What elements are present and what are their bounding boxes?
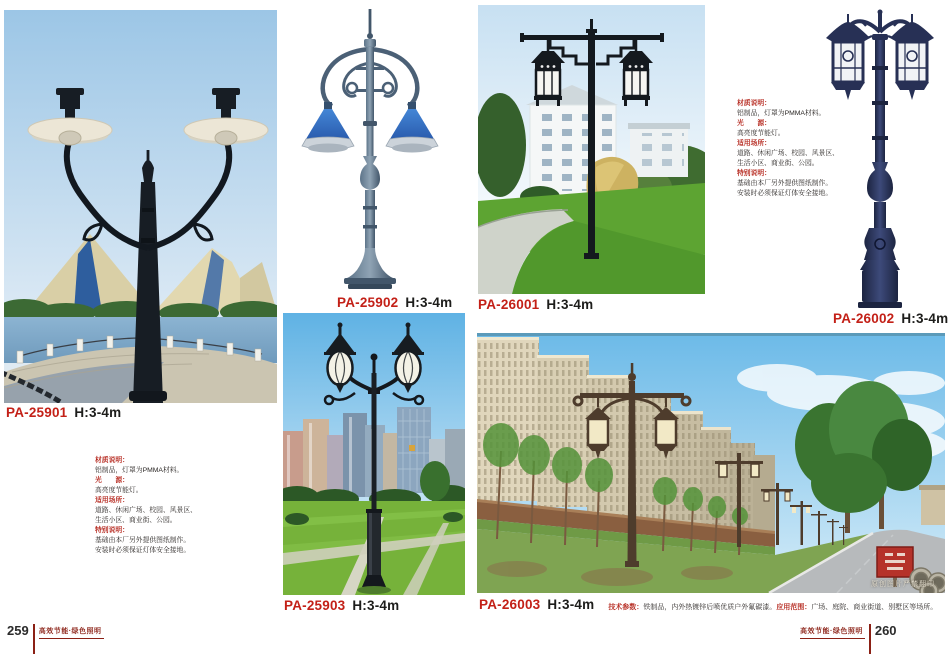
spec-light-text: 高亮度节能灯。 bbox=[95, 487, 143, 494]
product-code-pa25903: PA-25903 bbox=[284, 598, 346, 613]
spec-light-label: 光 源： bbox=[737, 120, 771, 127]
spec-place-label: 适用场所： bbox=[737, 140, 771, 147]
photo-pa26001-garden-lamp bbox=[478, 5, 705, 294]
lamp-scene-pa25901 bbox=[4, 10, 277, 403]
spec-special-line1: 基础由本厂另外提供图纸制作。 bbox=[95, 537, 191, 544]
product-size-pa25902: H:3-4m bbox=[405, 295, 453, 310]
footer-slogan-left: 高效节能·绿色照明 bbox=[39, 625, 104, 639]
spec-place-line2: 生活小区、商业街、公园。 bbox=[737, 160, 819, 167]
footer-slogan-right: 高效节能·绿色照明 bbox=[800, 625, 865, 639]
spec-place-line1: 道路、休闲广场、校园、风景区、 bbox=[737, 150, 839, 157]
spec-material-label: 材质说明： bbox=[737, 100, 771, 107]
product-size-pa25903: H:3-4m bbox=[352, 598, 400, 613]
spec-light-label: 光 源： bbox=[95, 477, 129, 484]
product-code-pa25901: PA-25901 bbox=[6, 405, 68, 420]
note-tech-label: 技术参数： bbox=[608, 604, 644, 611]
spec-special-label: 特别说明： bbox=[95, 527, 129, 534]
note-tech-text: 铁制品，内外热镀锌后喷优质户外氟碳漆。 bbox=[643, 604, 777, 611]
footer-divider-left bbox=[33, 624, 35, 654]
spec-place-label: 适用场所： bbox=[95, 497, 129, 504]
product-label-pa25903 bbox=[284, 598, 399, 613]
spec-block-left bbox=[95, 456, 197, 556]
product-size-pa25901: H:3-4m bbox=[74, 405, 122, 420]
product-label-pa26002 bbox=[833, 311, 948, 326]
product-code-pa26003: PA-26003 bbox=[479, 597, 541, 612]
spec-place-line1: 道路、休闲广场、校园、风景区、 bbox=[95, 507, 197, 514]
spec-special-line2: 安装时必须保证灯体安全接地。 bbox=[95, 547, 191, 554]
product-image-pa25902 bbox=[300, 5, 440, 293]
product-label-pa25901 bbox=[6, 405, 121, 420]
product-code-pa26002: PA-26002 bbox=[833, 311, 895, 326]
photo-pa26003-street-lamps bbox=[477, 333, 945, 593]
footer-right bbox=[800, 624, 897, 654]
photo-watermark: 原创图片严禁翻印 bbox=[871, 581, 935, 588]
product-code-pa25902: PA-25902 bbox=[337, 295, 399, 310]
product-size-pa26003: H:3-4m bbox=[547, 597, 595, 612]
lamp-scene-pa25903 bbox=[283, 313, 465, 595]
photo-pa25901-waterfront-lamp bbox=[4, 10, 277, 403]
lamp-scene-pa26003 bbox=[477, 333, 945, 593]
spec-place-line2: 生活小区、商业街、公园。 bbox=[95, 517, 177, 524]
footer-left bbox=[7, 624, 104, 654]
photo-pa25903-city-lamp bbox=[283, 313, 465, 595]
page-number-right: 260 bbox=[874, 623, 897, 638]
spec-special-line1: 基础由本厂另外提供图纸制作。 bbox=[737, 180, 833, 187]
note-scope-label: 应用范围： bbox=[776, 604, 812, 611]
product-label-pa26003 bbox=[479, 597, 594, 612]
product-label-pa26001 bbox=[478, 297, 593, 312]
product-size-pa26002: H:3-4m bbox=[901, 311, 949, 326]
footer-divider-right bbox=[869, 624, 871, 654]
product-code-pa26001: PA-26001 bbox=[478, 297, 540, 312]
spec-light-text: 高亮度节能灯。 bbox=[737, 130, 785, 137]
page-number-left: 259 bbox=[7, 623, 29, 638]
spec-special-line2: 安装时必须保证灯体安全接地。 bbox=[737, 190, 833, 197]
product-label-row-pa26003 bbox=[479, 597, 937, 612]
spec-material-label: 材质说明： bbox=[95, 457, 129, 464]
spec-material-text: 铝制品，灯罩为PMMA材料。 bbox=[737, 110, 826, 117]
lamp-illustration-pa25902 bbox=[300, 5, 440, 293]
note-scope-text: 广场、庭院、商业街道、别墅区等场所。 bbox=[811, 604, 938, 611]
product-label-pa25902 bbox=[337, 295, 452, 310]
lamp-scene-pa26001 bbox=[478, 5, 705, 294]
product-size-pa26001: H:3-4m bbox=[546, 297, 594, 312]
spec-material-text: 铝制品，灯罩为PMMA材料。 bbox=[95, 467, 184, 474]
technical-note-pa26003 bbox=[608, 602, 937, 612]
product-image-pa26002 bbox=[822, 6, 938, 309]
spec-special-label: 特别说明： bbox=[737, 170, 771, 177]
lamp-illustration-pa26002 bbox=[822, 6, 938, 309]
